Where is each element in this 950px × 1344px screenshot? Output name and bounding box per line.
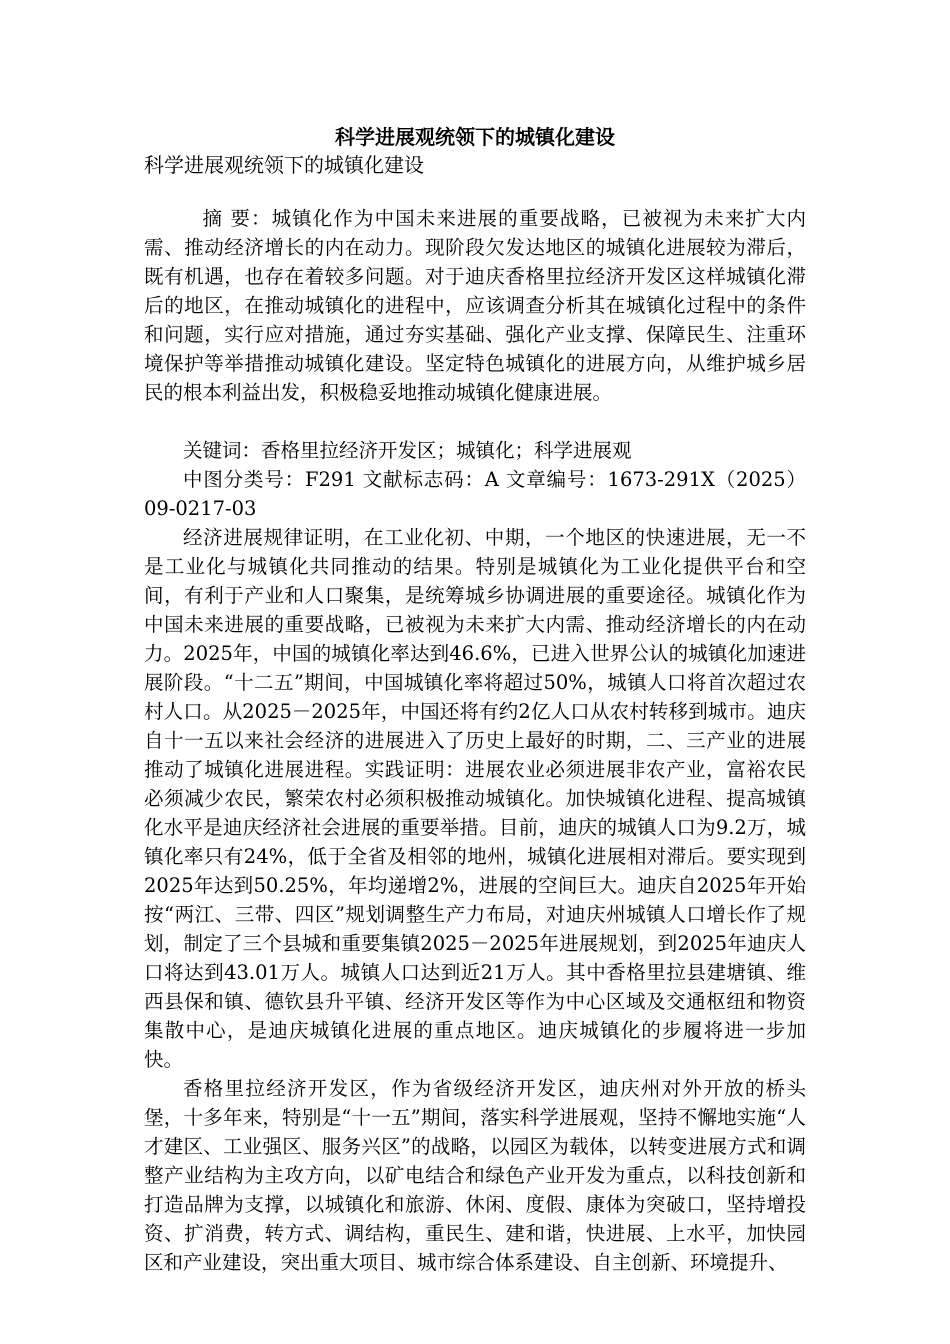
- body-paragraph: 香格里拉经济开发区，作为省级经济开发区，迪庆州对外开放的桥头堡，十多年来，特别是“十一五”期间，落实科学进展观，坚持不懈地实施“人才建区、工业强区、服务兴区”的战略，以园区为载体，以转变进展方式和调整产业结构为主攻方向，以矿电结合和绿色产业开发为重点，以科技创新和打造品牌为支撑，以城镇化和旅游、休闲、度假、康体为突破口，坚持增投资、扩消费，转方式、调结构，重民生、建和谐，快进展、上水平，加快园区和产业建设，突出重大项目、城市综合体系建设、自主创新、环境提升、: [144, 1077, 806, 1274]
- keywords-line: 关键词：香格里拉经济开发区；城镇化；科学进展观: [183, 439, 632, 462]
- document-title: 科学进展观统领下的城镇化建设: [335, 125, 615, 149]
- classification-line: 中图分类号：F291 文献标志码：A 文章编号：1673-291X（2025）09-0217-03: [144, 468, 806, 520]
- abstract-paragraph: 摘 要：城镇化作为中国未来进展的重要战略，已被视为未来扩大内需、推动经济增长的内在动力。现阶段欠发达地区的城镇化进展较为滞后，既有机遇，也存在着较多问题。对于迪庆香格里拉经济开发区这样城镇化滞后的地区，在推动城镇化的进程中，应该调查分析其在城镇化过程中的条件和问题，实行应对措施，通过夯实基础、强化产业支撑、保障民生、注重环境保护等举措推动城镇化建设。坚定特色城镇化的进展方向，从维护城乡居民的根本利益出发，积极稳妥地推动城镇化健康进展。: [144, 207, 806, 404]
- paragraph-spacer: [144, 407, 806, 436]
- body-paragraph: 经济进展规律证明，在工业化初、中期，一个地区的快速进展，无一不是工业化与城镇化共同推动的结果。特别是城镇化为工业化提供平台和空间，有利于产业和人口聚集，是统筹城乡协调进展的重要途径。城镇化作为中国未来进展的重要战略，已被视为未来扩大内需、推动经济增长的内在动力。2025年，中国的城镇化率达到46.6%，已进入世界公认的城镇化加速进展阶段。“十二五”期间，中国城镇化率将超过50%，城镇人口将首次超过农村人口。从2025－2025年，中国还将有约2亿人口从农村转移到城市。迪庆自十一五以来社会经济的进展进入了历史上最好的时期，二、三产业的进展推动了城镇化进展进程。实践证明：进展农业必须进展非农产业，富裕农民必须减少农民，繁荣农村必须积极推动城镇化。加快城镇化进程、提高城镇化水平是迪庆经济社会进展的重要举措。目前，迪庆的城镇人口为9.2万，城镇化率只有24%，低于全省及相邻的地州，城镇化进展相对滞后。要实现到2025年达到50.25%，年均递增2%，进展的空间巨大。迪庆自2025年开始按“两江、三带、四区”规划调整生产力布局，对迪庆州城镇人口增长作了规划，制定了三个县城和重要集镇2025－2025年进展规划，到2025年迪庆人口将达到43.01万人。城镇人口达到近21万人。其中香格里拉县建塘镇、维西县保和镇、德钦县升平镇、经济开发区等作为中心区域及交通枢纽和物资集散中心，是迪庆城镇化进展的重点地区。迪庆城镇化的步履将进一步加快。: [144, 526, 806, 1071]
- document-subtitle: 科学进展观统领下的城镇化建设: [144, 153, 424, 177]
- document-body: [144, 204, 806, 1277]
